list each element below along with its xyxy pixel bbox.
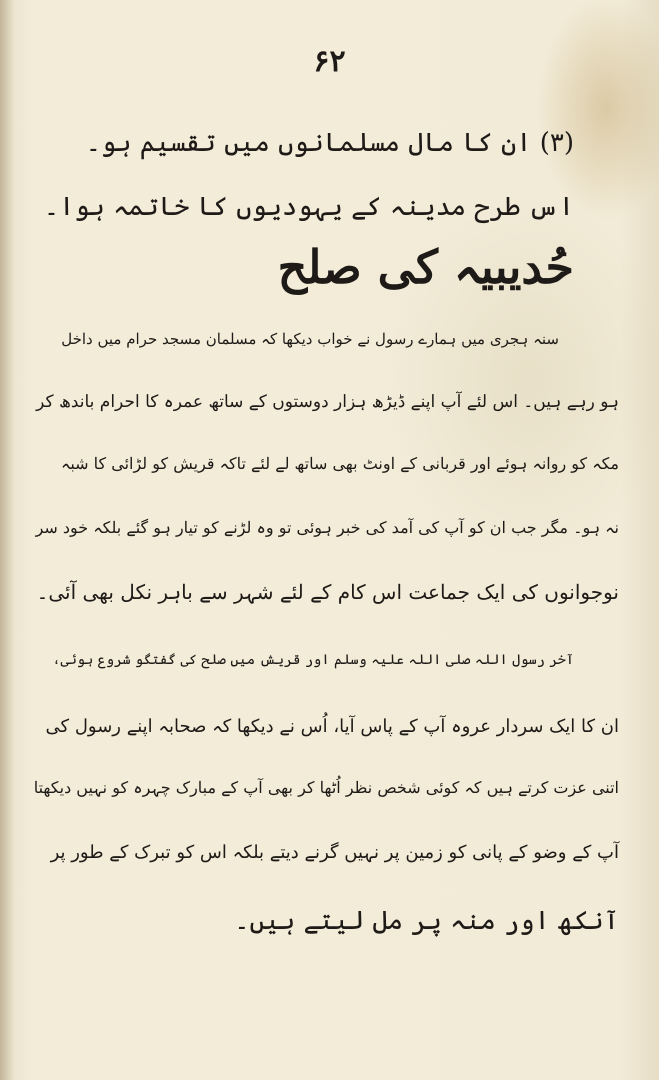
paragraph-line: ہو رہے ہیں۔ اس لئے آپ اپنے ڈیڑھ ہزار دوستوں کے ساتھ عمرہ کا احرام باندھ کر <box>36 392 619 412</box>
paragraph-line: نہ ہو۔ مگر جب ان کو آپ کی آمد کی خبر ہوئی تو وہ لڑنے کو تیار ہو گئے بلکہ خود سر <box>35 518 619 537</box>
page-number: ۶۲ <box>313 44 346 79</box>
paragraph-line: آخر رسول اللہ صلی اللہ علیہ وسلم اور قریش میں صلح کی گفتگو شروع ہوئی، <box>52 652 574 668</box>
spine-shadow <box>0 0 14 1080</box>
paragraph-line: سنہ ہجری میں ہمارے رسول نے خواب دیکھا کہ مسلمان مسجد حرام میں داخل <box>61 330 559 348</box>
section-heading: حُدیبیہ کی صلح <box>277 240 574 294</box>
paragraph-line: نوجوانوں کی ایک جماعت اس کام کے لئے شہر سے باہر نکل بھی آئی۔ <box>36 580 619 604</box>
paragraph-line: آپ کے وضو کے پانی کو زمین پر نہیں گرنے دیتے بلکہ اس کو تبرک کے طور پر <box>50 842 619 863</box>
intro-line: (۳) ان کا مال مسلمانوں میں تقسیم ہو۔ <box>85 128 574 158</box>
paragraph-line: مکہ کو روانہ ہوئے اور قربانی کے اونٹ بھی ساتھ لے لئے تاکہ قریش کو لڑائی کا شبہ <box>60 454 619 473</box>
paragraph-line: آنکھ اور منہ پر مل لیتے ہیں۔ <box>234 906 619 936</box>
paragraph-line: اتنی عزت کرتے ہیں کہ کوئی شخص نظر اُٹھا کر بھی آپ کے مبارک چہرہ کو نہیں دیکھتا <box>33 778 619 797</box>
paragraph-line: ان کا ایک سردار عروہ آپ کے پاس آیا، اُس نے دیکھا کہ صحابہ اپنے رسول کی <box>45 716 619 737</box>
intro-line: اس طرح مدینہ کے یہودیوں کا خاتمہ ہوا۔ <box>43 192 574 222</box>
